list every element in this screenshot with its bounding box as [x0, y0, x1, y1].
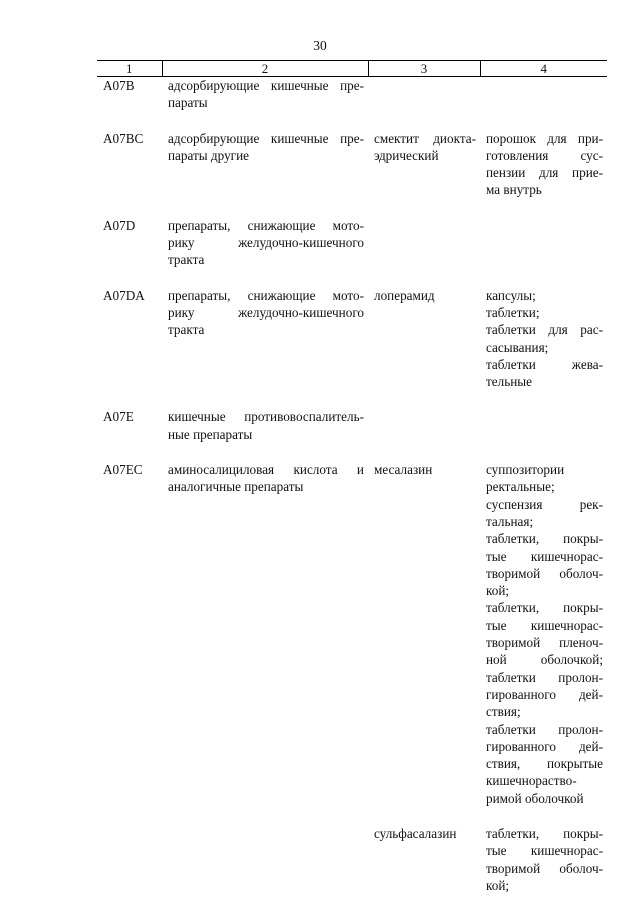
drug-name [368, 77, 480, 130]
drug-name [368, 461, 480, 825]
text-line: препараты, снижающие мото- [168, 287, 364, 303]
drug-name [368, 825, 480, 912]
text-line: тые кишечнорас- [486, 617, 603, 633]
text-line: эдрический [374, 147, 439, 163]
text-line: рику желудочно-кишечного [168, 304, 364, 320]
text-line: творимой оболоч- [486, 565, 603, 581]
drug-name [368, 408, 480, 461]
table-row [97, 408, 607, 461]
dosage-forms [480, 287, 607, 409]
text-line: тельные [486, 374, 532, 390]
text-line: ствия, покрытые [486, 756, 603, 772]
dosage-forms [480, 825, 607, 912]
text-line: капсулы; [486, 287, 536, 303]
text-line: готовления сус- [486, 147, 603, 163]
text-line: параты [168, 95, 208, 111]
group-name [162, 130, 368, 217]
group-name [162, 825, 368, 912]
table-row [97, 130, 607, 217]
drug-name [368, 130, 480, 217]
text-line: таблетки, покры- [486, 600, 603, 616]
dosage-forms [480, 461, 607, 825]
text-line: таблетки пролон- [486, 669, 603, 685]
text-line: адсорбирующие кишечные пре- [168, 130, 364, 146]
table-row [97, 825, 607, 912]
atc-code: A07E [103, 409, 134, 425]
text-line: ма внутрь [486, 182, 542, 198]
group-name [162, 287, 368, 409]
drug-name [368, 287, 480, 409]
atc-code: A07BC [103, 130, 144, 146]
atc-code [97, 825, 162, 912]
header-col-2: 2 [162, 61, 368, 77]
text-line: аналогичные препараты [168, 479, 304, 495]
text-line: аминосалициловая кислота и [168, 462, 364, 478]
text-line: таблетки пролон- [486, 721, 603, 737]
atc-code: A07D [103, 217, 136, 233]
text-line: адсорбирующие кишечные пре- [168, 78, 364, 93]
text-line: тые кишечнорас- [486, 843, 603, 859]
drug-classification-table [97, 60, 607, 912]
text-line: суппозитории [486, 462, 565, 478]
text-line: пензии для прие- [486, 165, 603, 181]
text-line: римой оболочкой [486, 790, 584, 806]
table-header-row [97, 61, 607, 77]
text-line: препараты, снижающие мото- [168, 217, 364, 233]
group-name [162, 217, 368, 287]
dosage-forms [480, 130, 607, 217]
text-line: творимой пленоч- [486, 635, 603, 651]
text-line: таблетки; [486, 304, 540, 320]
text-line: кишечнораство- [486, 773, 577, 789]
text-line: таблетки, покры- [486, 531, 603, 547]
table-row [97, 461, 607, 825]
header-col-1: 1 [97, 61, 162, 77]
text-line: порошок для при- [486, 130, 603, 146]
text-line: тракта [168, 252, 205, 268]
atc-code: A07B [103, 78, 135, 93]
atc-code: A07EC [103, 462, 143, 478]
text-line: сасывания; [486, 339, 549, 355]
text-line: таблетки, покры- [486, 825, 603, 841]
text-line: ствия; [486, 704, 521, 720]
text-line: творимой оболоч- [486, 860, 603, 876]
text-line: смектит диокта- [374, 130, 476, 146]
dosage-forms [480, 217, 607, 287]
table-row [97, 77, 607, 130]
header-col-3: 3 [368, 61, 480, 77]
text-line: гированного дей- [486, 686, 603, 702]
dosage-forms [480, 408, 607, 461]
text-line: тракта [168, 322, 205, 338]
text-line: гированного дей- [486, 738, 603, 754]
page-number: 30 [313, 38, 327, 53]
group-name [162, 461, 368, 825]
drug-name [368, 217, 480, 287]
text-line: ные препараты [168, 426, 253, 442]
table-row [97, 287, 607, 409]
text-line: лоперамид [374, 287, 435, 303]
text-line: рику желудочно-кишечного [168, 235, 364, 251]
text-line: кой; [486, 583, 510, 599]
group-name [162, 77, 368, 130]
text-line: ректальные; [486, 479, 555, 495]
header-col-4: 4 [480, 61, 607, 77]
text-line: кишечные противовоспалитель- [168, 409, 364, 425]
text-line: суспензия рек- [486, 496, 603, 512]
group-name [162, 408, 368, 461]
text-line: месалазин [374, 462, 433, 478]
text-line: сульфасалазин [374, 825, 457, 841]
atc-code: A07DA [103, 287, 145, 303]
text-line: таблетки для рас- [486, 322, 603, 338]
dosage-forms [480, 77, 607, 130]
text-line: тальная; [486, 513, 534, 529]
text-line: кой; [486, 877, 510, 893]
table-row [97, 217, 607, 287]
text-line: параты другие [168, 147, 249, 163]
text-line: таблетки жева- [486, 356, 603, 372]
text-line: ной оболочкой; [486, 652, 603, 668]
text-line: тые кишечнорас- [486, 548, 603, 564]
